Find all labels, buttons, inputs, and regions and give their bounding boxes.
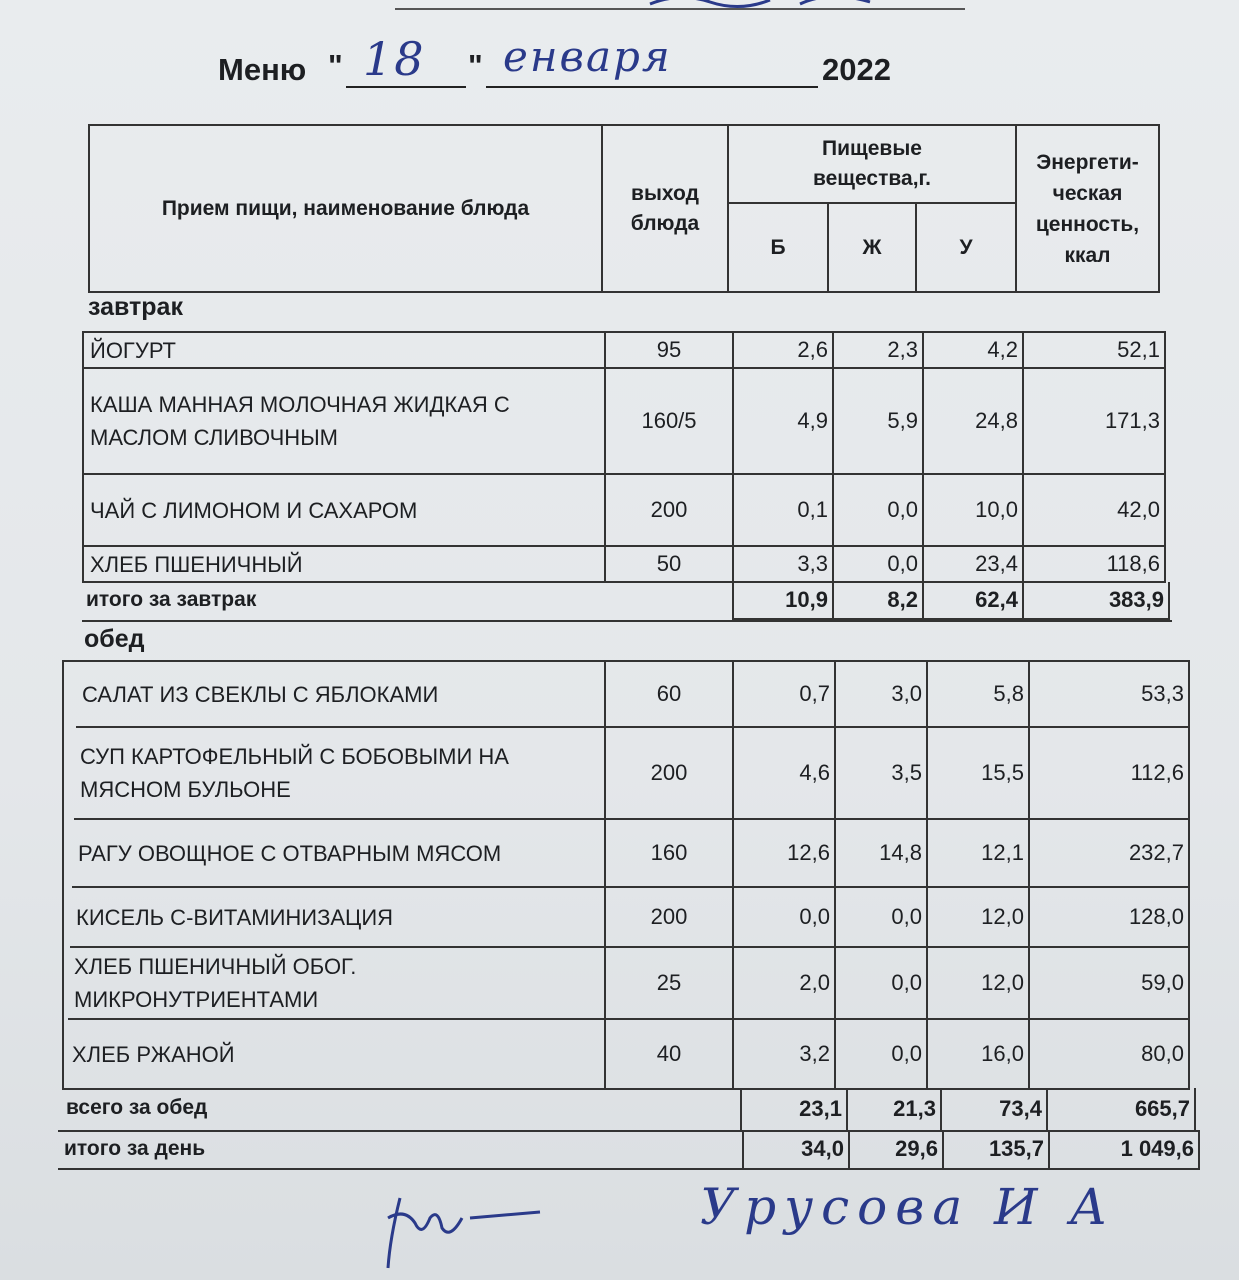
table-row-yield: 200 <box>604 728 734 820</box>
table-row-kcal: 42,0 <box>1024 475 1164 547</box>
table-row-yield: 95 <box>604 333 734 369</box>
table-row-carbs: 12,0 <box>928 888 1030 948</box>
lunch-total-fat: 21,3 <box>848 1088 942 1130</box>
table-row-protein: 3,2 <box>734 1020 836 1088</box>
breakfast-total-fat: 8,2 <box>834 582 924 618</box>
signature-name: Урусова И А <box>700 1178 1116 1236</box>
table-row-carbs: 24,8 <box>924 369 1024 475</box>
signature-scribble <box>370 1178 550 1278</box>
day-total-row <box>742 1130 1200 1170</box>
breakfast-total-protein: 10,9 <box>734 582 834 618</box>
year-text: 2022 <box>822 52 891 87</box>
table-row-carbs: 10,0 <box>924 475 1024 547</box>
handwritten-month: енваря <box>503 32 672 81</box>
table-row-yield: 60 <box>604 662 734 728</box>
table-row-kcal: 112,6 <box>1030 728 1188 820</box>
section-title-breakfast: завтрак <box>88 293 183 321</box>
table-row-yield: 200 <box>604 888 734 948</box>
table-row-protein: 4,9 <box>734 369 834 475</box>
month-line <box>486 86 818 88</box>
table-row-fat: 0,0 <box>836 1020 928 1088</box>
lunch-table <box>62 660 1190 1090</box>
table-row-name: ХЛЕБ РЖАНОЙ <box>72 1041 235 1067</box>
breakfast-total-carbs: 62,4 <box>924 582 1024 618</box>
table-row-protein: 4,6 <box>734 728 836 820</box>
quote-close: " <box>468 48 483 83</box>
day-total-fat: 29,6 <box>850 1130 944 1168</box>
table-row-name: РАГУ ОВОЩНОЕ С ОТВАРНЫМ МЯСОМ <box>72 820 604 888</box>
table-row-yield: 160 <box>604 820 734 888</box>
table-row-protein: 2,6 <box>734 333 834 369</box>
breakfast-total-row <box>732 582 1170 620</box>
table-row-kcal: 59,0 <box>1030 948 1188 1020</box>
table-row-yield: 200 <box>604 475 734 547</box>
table-row-protein: 12,6 <box>734 820 836 888</box>
table-row-fat: 3,0 <box>836 662 928 728</box>
col-header-nutrients: Пищевые вещества,г. <box>729 126 1017 204</box>
table-row-fat: 2,3 <box>834 333 924 369</box>
lunch-total-kcal: 665,7 <box>1134 1096 1190 1121</box>
lunch-total-row <box>740 1088 1196 1132</box>
table-row-fat: 3,5 <box>836 728 928 820</box>
lunch-total-label: всего за обед <box>66 1096 208 1119</box>
table-row-name: САЛАТ ИЗ СВЕКЛЫ С ЯБЛОКАМИ <box>76 662 606 728</box>
breakfast-table <box>82 331 1166 583</box>
day-line <box>346 86 466 88</box>
table-row-kcal: 171,3 <box>1024 369 1164 475</box>
table-row-yield: 160/5 <box>604 369 734 475</box>
col-header-name: Прием пищи, наименование блюда <box>90 126 603 291</box>
section-title-lunch: обед <box>84 625 145 653</box>
menu-heading <box>218 32 978 100</box>
col-header-carbs: У <box>917 204 1017 291</box>
handwritten-day: 18 <box>363 32 426 86</box>
day-total-bottom-rule <box>58 1168 1200 1170</box>
table-row-name: ЙОГУРТ <box>84 333 732 369</box>
lunch-total-carbs: 73,4 <box>942 1088 1048 1130</box>
table-row-carbs: 16,0 <box>928 1020 1030 1088</box>
table-row-kcal: 128,0 <box>1030 888 1188 948</box>
table-row-carbs: 5,8 <box>928 662 1030 728</box>
breakfast-total-kcal: 383,9 <box>1108 587 1164 612</box>
table-row-carbs: 23,4 <box>924 547 1024 581</box>
table-row-fat: 0,0 <box>836 888 928 948</box>
table-row-name: КАША МАННАЯ МОЛОЧНАЯ ЖИДКАЯ С МАСЛОМ СЛИВОЧНЫМ <box>84 369 604 475</box>
table-row-protein: 0,0 <box>734 888 836 948</box>
quote-open: " <box>328 48 343 83</box>
table-row-carbs: 15,5 <box>928 728 1030 820</box>
day-total-carbs: 135,7 <box>944 1130 1050 1168</box>
table-row-protein: 3,3 <box>734 547 834 581</box>
table-row-carbs: 4,2 <box>924 333 1024 369</box>
table-row-yield: 50 <box>604 547 734 581</box>
table-row-carbs: 12,0 <box>928 948 1030 1020</box>
breakfast-total-label: итого за завтрак <box>86 588 257 611</box>
table-row-kcal: 118,6 <box>1106 551 1160 576</box>
table-row-name: ХЛЕБ ПШЕНИЧНЫЙ ОБОГ. МИКРОНУТРИЕНТАМИ <box>68 948 604 1020</box>
table-row-protein: 0,7 <box>734 662 836 728</box>
table-row-fat: 0,0 <box>836 948 928 1020</box>
table-row-yield: 40 <box>604 1020 734 1088</box>
table-row-protein: 0,1 <box>734 475 834 547</box>
col-header-energy: Энергети- ческая ценность, ккал <box>1035 150 1140 267</box>
table-row-fat: 5,9 <box>834 369 924 475</box>
col-header-fat: Ж <box>829 204 917 291</box>
day-total-kcal: 1 049,6 <box>1120 1136 1194 1161</box>
table-row-kcal: 80,0 <box>1141 1041 1184 1066</box>
column-header-table <box>88 124 1160 293</box>
table-row-fat: 0,0 <box>834 475 924 547</box>
menu-word: Меню <box>218 52 307 87</box>
col-header-yield: выход блюда <box>603 126 729 291</box>
table-row-kcal: 232,7 <box>1030 820 1188 888</box>
top-handwriting-fragment <box>640 0 940 10</box>
table-row-carbs: 12,1 <box>928 820 1030 888</box>
table-row-protein: 2,0 <box>734 948 836 1020</box>
table-row-fat: 14,8 <box>836 820 928 888</box>
table-row-kcal: 52,1 <box>1024 333 1164 369</box>
lunch-total-protein: 23,1 <box>742 1088 848 1130</box>
breakfast-bottom-rule <box>82 620 1172 622</box>
table-row-name: КИСЕЛЬ С-ВИТАМИНИЗАЦИЯ <box>70 888 604 948</box>
table-row-yield: 25 <box>604 948 734 1020</box>
table-row-name: СУП КАРТОФЕЛЬНЫЙ С БОБОВЫМИ НА МЯСНОМ БУЛЬОНЕ <box>74 728 604 820</box>
day-total-protein: 34,0 <box>744 1130 850 1168</box>
table-row-name: ЧАЙ С ЛИМОНОМ И САХАРОМ <box>84 475 604 547</box>
day-total-label: итого за день <box>64 1137 206 1160</box>
table-row-name: ХЛЕБ ПШЕНИЧНЫЙ <box>90 551 303 577</box>
table-row-fat: 0,0 <box>834 547 924 581</box>
table-row-kcal: 53,3 <box>1030 662 1188 728</box>
col-header-protein: Б <box>729 204 829 291</box>
